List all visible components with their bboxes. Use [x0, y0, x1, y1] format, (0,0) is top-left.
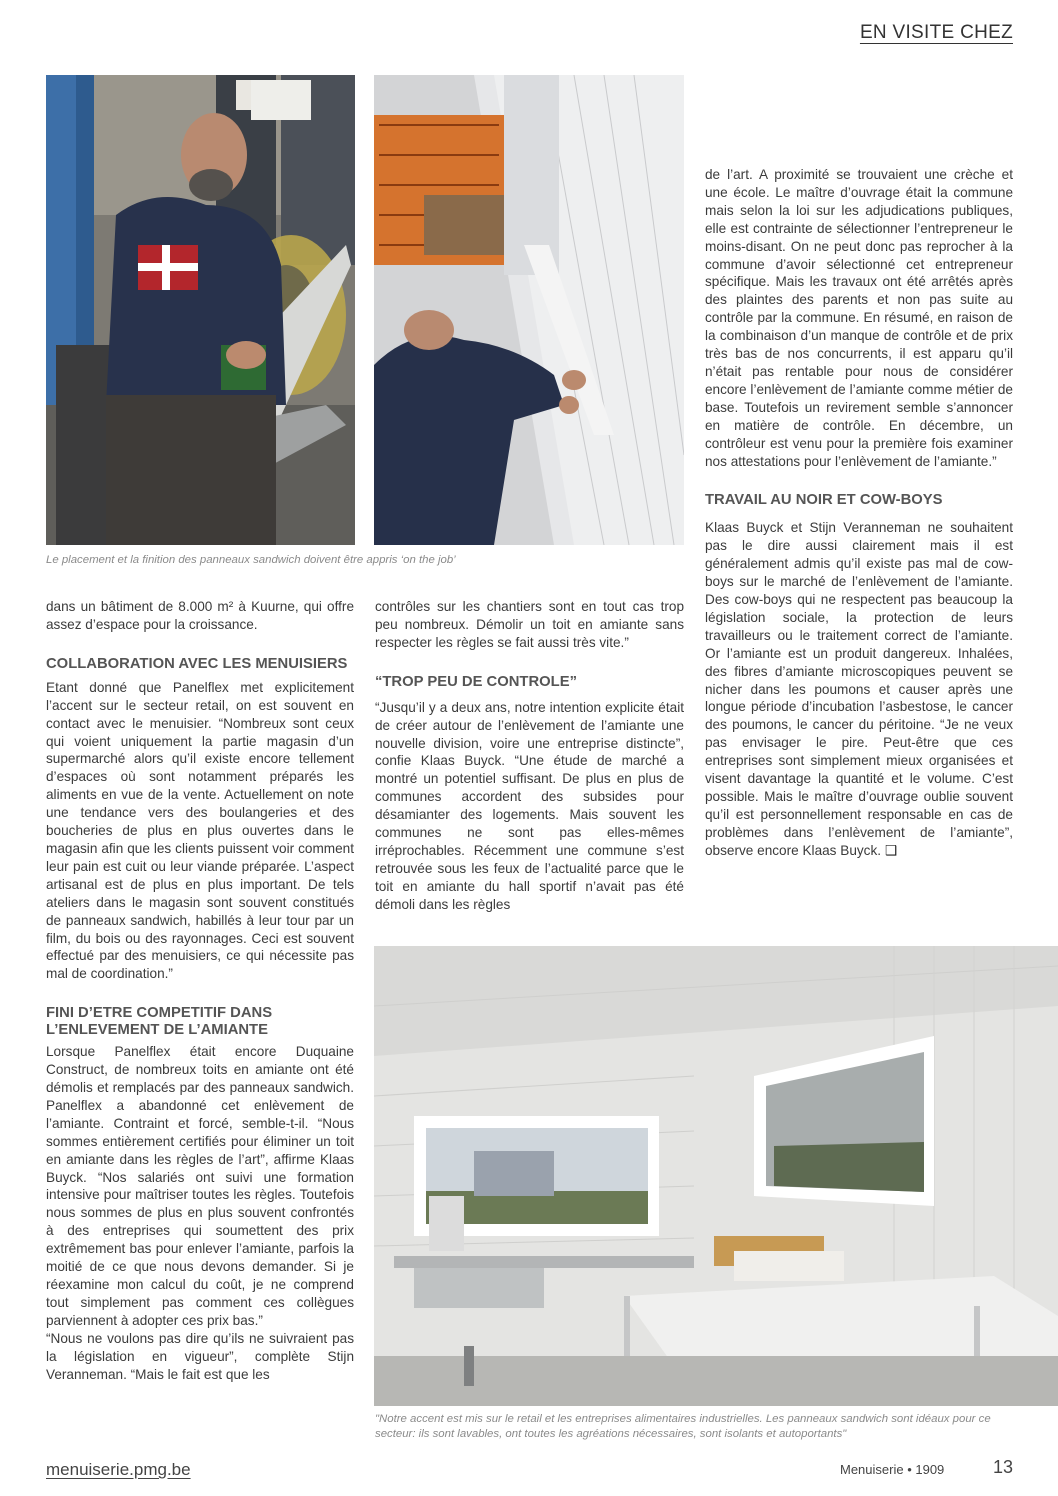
article-column-1: [46, 598, 354, 1383]
caption-top-photos: Le placement et la finition des panneaux sandwich doivent être appris ‘on the job’: [46, 554, 456, 566]
photo-white-room-sink-table: [374, 946, 1058, 1406]
paragraph: Lorsque Panelflex était encore Duquaine Construct, de nombreux toits en amiante ont été démolis et remplacés par des panneaux sandwich. Panelflex a abandonné cet enlèvement de l’amiante. Contraint et forcé, semble-t-il. “Nous sommes entièrement certifiés pour éliminer un toit en amiante dans les règles de l’art”, affirme Klaas Buyck. “Nos salariés ont suivi une formation intensive pour maîtriser toutes les règles. Toutefois nous sommes de plus en plus souvent confrontés à des entreprises qui soumettent des prix extrêmement bas pour enlever l’amiante, parfois la moitié de ce que nous devons demander. Si je réexamine mon calcul du coût, je ne comprend tout simplement pas comment ces collègues parviennent à adopter ces prix bas.”: [46, 1044, 354, 1328]
magazine-issue: Menuiserie • 1909: [840, 1462, 945, 1477]
paragraph: “Nous ne voulons pas dire qu’ils ne suivraient pas la législation en vigueur”, complète Stijn Veranneman. “Mais le fait est que les: [46, 1330, 354, 1382]
paragraph: dans un bâtiment de 8.000 m² à Kuurne, qui offre assez d’espace pour la croissance.: [46, 599, 354, 632]
photo-worker-fixing-ceiling: [374, 75, 684, 545]
paragraph: [705, 519, 1013, 859]
subheading-trop-peu-de-controle: “TROP PEU DE CONTROLE”: [375, 673, 577, 690]
paragraph-text: Klaas Buyck et Stijn Veranneman ne souhaitent pas le dire aussi clairement mais il est généralement admis qu’il existe pas mal de cow-boys sur le marché de l’enlèvement de l’amiante. Des cow-boys qui ne respectent pas beaucoup la législation sociale, la protection de leurs travailleurs ou le traitement correct de l’amiante. Or l’amiante est un produit dangereux. Inhalées, des fibres d’amiante microscopiques peuvent se nicher dans les poumons et causer après une longue période d’incubation l’asbestose, le cancer des poumons, le cancer du péritoine. “Je ne veux pas envisager le pire. Peut-être que ces entreprises sont simplement mieux organisées et visent davantage la quantité et le volume. C’est possible. Mais le maître d’ouvrage oublie souvent qu’il est personnellement responsable en cas de problèmes dans l’enlèvement de l’amiante”, observe encore Klaas Buyck.: [705, 520, 1013, 858]
caption-bottom-photo: "Notre accent est mis sur le retail et les entreprises alimentaires industrielles. Les panneaux sandwich sont idéaux pour ce secteur: ils sont lavables, ont toutes les agréations nécessaires, sont isolants et autoportants": [375, 1413, 991, 1440]
article-column-2: [375, 598, 684, 914]
section-header: EN VISITE CHEZ: [859, 22, 1013, 43]
paragraph: contrôles sur les chantiers sont en tout cas trop peu nombreux. Démolir un toit en amiante sans respecter les règles se fait aussi très vite.”: [375, 599, 684, 650]
article-column-3: [705, 166, 1013, 860]
photo-worker-cutting-panel: [46, 75, 355, 545]
paragraph: Etant donné que Panelflex met explicitement l’accent sur le secteur retail, on est souvent en contact avec le menuisier. “Nombreux sont ceux qui voient uniquement la partie magasin d’un supermarché alors qu’il existe encore tellement d’espaces où sont notamment préparés les aliments en vue de la vente. Actuellement on note une tendance vers des boulangeries et des boucheries de plus en plus ouvertes dans le magasin afin que les clients puissent voir comment leur pain est cuit ou leur viande préparée. L’aspect artisanal est de plus en plus important. De tels ateliers dans le magasin sont souvent constitués de panneaux sandwich, habillés à leur tour par un film, du bois ou des rayonnages. Ceci est souvent effectué par des menuisiers, ce qui nécessite pas mal de coordination.”: [46, 679, 354, 982]
page-number: 13: [993, 1457, 1014, 1477]
photo-worker-cutting-panel-image: [46, 75, 355, 545]
end-of-article-mark: ❑: [884, 842, 898, 858]
subheading-amiante-line-2: L’ENLEVEMENT DE L’AMIANTE: [46, 1022, 268, 1039]
website-link[interactable]: menuiserie.pmg.be: [46, 1460, 191, 1479]
subheading-collaboration: COLLABORATION AVEC LES MENUISIERS: [46, 655, 348, 672]
paragraph: de l’art. A proximité se trouvaient une crèche et une école. Le maître d’ouvrage était la commune mais selon la loi sur les adjudications publiques, elle est contrainte de sélectionner l’entrepreneur le moins-disant. On ne peut donc pas reprocher à la commune d’avoir sélectionné cet entrepreneur spécifique. Mais les travaux ont été arrêtés après des plaintes des parents et non pas suite au contrôle par la commune. En résumé, en raison de la combinaison d’un manque de contrôle et de prix très bas de nos concurrents, il est apparu qu’il n’était pas rentable pour nous de considérer encore l’enlèvement de l’amiante comme métier de base. Toutefois un revirement semble s’annoncer en matière de contrôle. En décembre, un contrôleur est venu pour la première fois examiner nos attestations pour l’enlèvement de l’amiante.”: [705, 167, 1013, 469]
subheading-amiante-line-1: FINI D’ETRE COMPETITIF DANS: [46, 1005, 273, 1022]
paragraph: “Jusqu’il y a deux ans, notre intention explicite était de créer autour de l’enlèvement de l’amiante une nouvelle division, voire une entreprise distincte”, confie Klaas Buyck. “Une étude de marché a montré un potentiel suffisant. De plus en plus de communes accordent des subsides pour désamianter des logements. Mais souvent les communes ne sont pas elles-mêmes irréprochables. Récemment une commune s’est retrouvée sous les feux de l’actualité parce que le toit en amiante du hall sportif n’avait pas été démoli dans les règles: [375, 699, 684, 912]
photo-white-room-image: [374, 946, 1058, 1406]
photo-worker-fixing-ceiling-image: [374, 75, 684, 545]
subheading-travail-au-noir: TRAVAIL AU NOIR ET COW-BOYS: [705, 492, 943, 509]
